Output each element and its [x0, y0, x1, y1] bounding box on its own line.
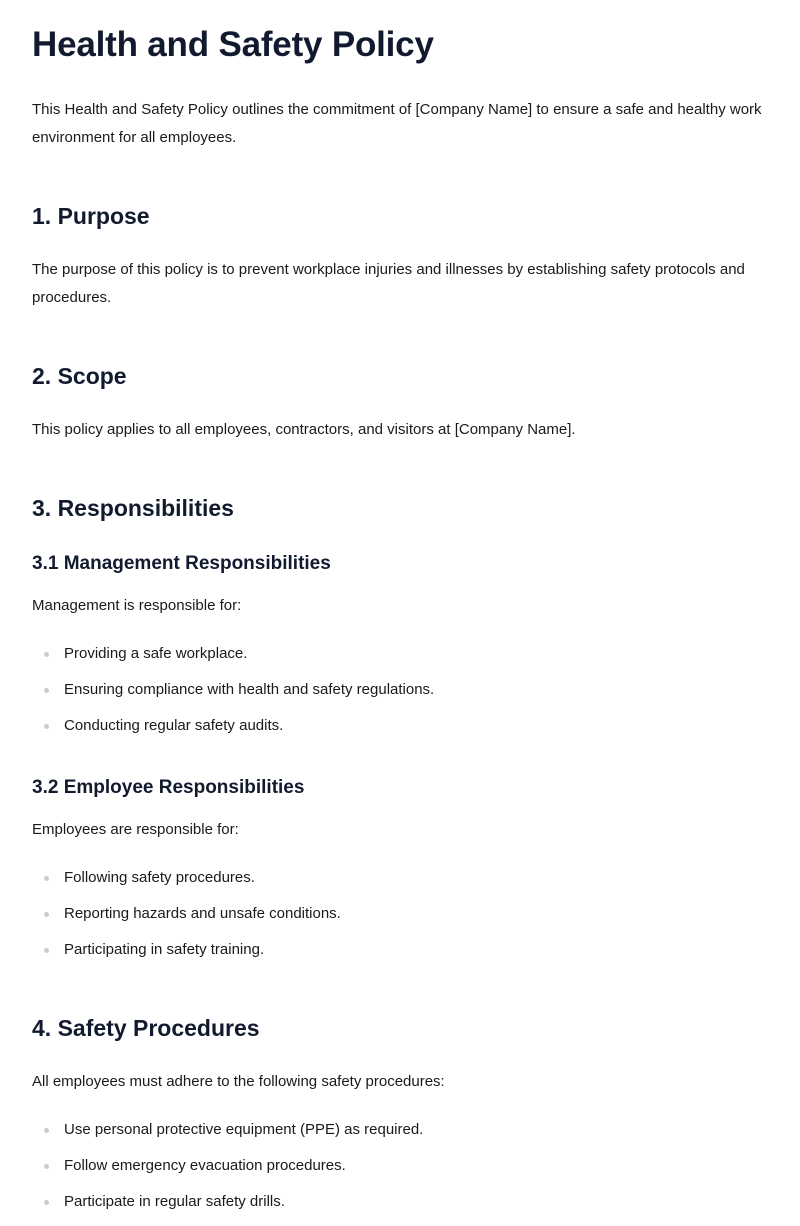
list-item-text: Providing a safe workplace.	[64, 645, 248, 662]
bullet-icon	[44, 876, 49, 881]
bullet-icon	[44, 724, 49, 729]
list-item-text: Participate in regular safety drills.	[64, 1193, 285, 1210]
list-item	[32, 1190, 768, 1226]
list-item-text: Follow emergency evacuation procedures.	[64, 1157, 346, 1174]
list-item-text: Reporting hazards and unsafe conditions.	[64, 905, 341, 922]
page-title: Health and Safety Policy	[32, 25, 434, 64]
subsection-heading-management: 3.1 Management Responsibilities	[32, 553, 331, 574]
list-item	[32, 642, 768, 678]
list-item-text: Conducting regular safety audits.	[64, 717, 284, 734]
bullet-icon	[44, 688, 49, 693]
section-heading-responsibilities: 3. Responsibilities	[32, 495, 234, 521]
list-item	[32, 902, 768, 938]
section-heading-scope: 2. Scope	[32, 363, 127, 389]
list-item	[32, 866, 768, 902]
bullet-icon	[44, 1200, 49, 1205]
list-item	[32, 714, 768, 750]
list-item-text: Following safety procedures.	[64, 869, 255, 886]
management-responsibilities-list	[32, 642, 768, 750]
list-item-text: Participating in safety training.	[64, 941, 265, 958]
bullet-icon	[44, 948, 49, 953]
procedures-lead-text: All employees must adhere to the following safety procedures:	[32, 1073, 445, 1090]
employee-responsibilities-list	[32, 866, 768, 974]
subsection-heading-employee: 3.2 Employee Responsibilities	[32, 777, 305, 798]
bullet-icon	[44, 652, 49, 657]
purpose-paragraph: The purpose of this policy is to prevent workplace injuries and illnesses by establishing safety protocols and procedures.	[32, 261, 745, 306]
intro-paragraph: This Health and Safety Policy outlines the commitment of [Company Name] to ensure a safe and healthy work environment for all employees.	[32, 101, 762, 146]
section-heading-purpose: 1. Purpose	[32, 203, 150, 229]
bullet-icon	[44, 1128, 49, 1133]
list-item-text: Ensuring compliance with health and safety regulations.	[64, 681, 435, 698]
employee-lead-text: Employees are responsible for:	[32, 821, 239, 838]
bullet-icon	[44, 912, 49, 917]
list-item-text: Use personal protective equipment (PPE) as required.	[64, 1121, 424, 1138]
safety-procedures-list	[32, 1118, 768, 1226]
list-item	[32, 938, 768, 974]
list-item	[32, 678, 768, 714]
list-item	[32, 1118, 768, 1154]
list-item	[32, 1154, 768, 1190]
scope-paragraph: This policy applies to all employees, contractors, and visitors at [Company Name].	[32, 421, 576, 438]
management-lead-text: Management is responsible for:	[32, 597, 242, 614]
bullet-icon	[44, 1164, 49, 1169]
section-heading-procedures: 4. Safety Procedures	[32, 1015, 260, 1041]
